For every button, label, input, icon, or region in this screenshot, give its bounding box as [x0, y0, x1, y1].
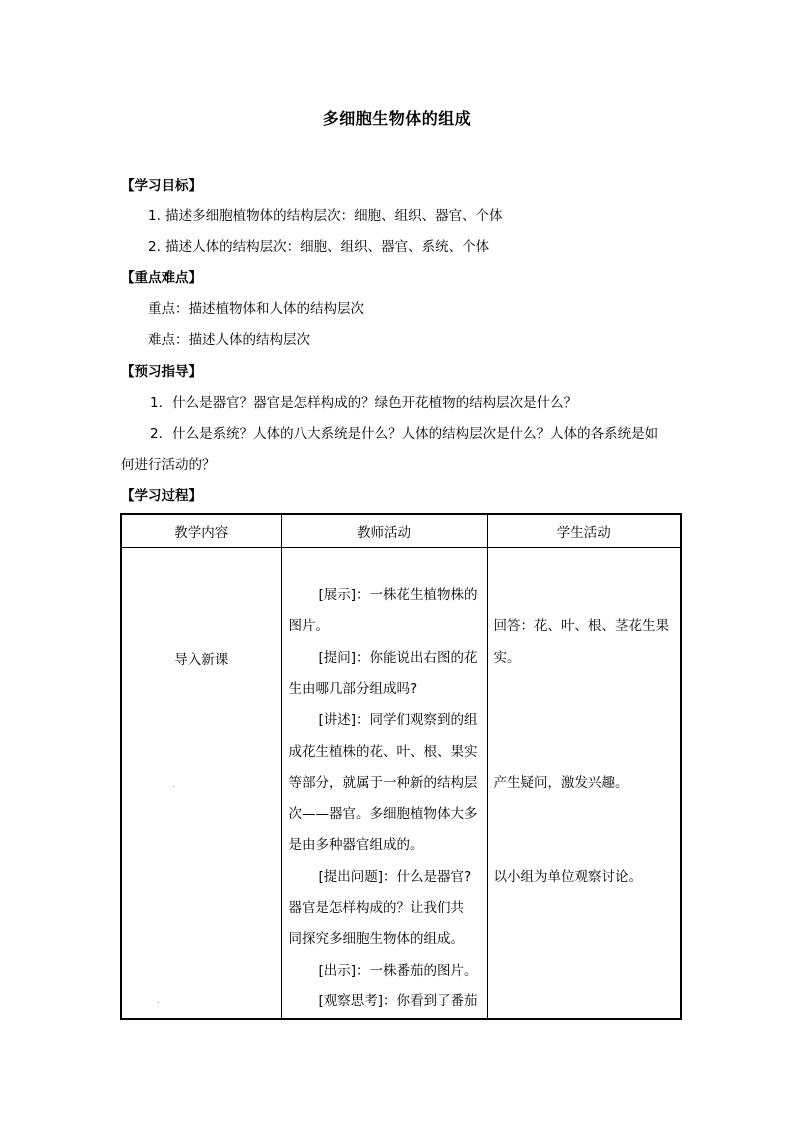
table-row [121, 548, 681, 1020]
preview-question-1: 1．什么是器官？器官是怎样构成的？绿色开花植物的结构层次是什么？ [150, 395, 578, 411]
column-header-teacher: 教师活动 [281, 514, 487, 548]
teacher-line: [提问]：你能说出右图的花 [318, 650, 478, 666]
teacher-line: 图片。 [288, 618, 329, 634]
teacher-line: [展示]：一株花生植物株的 [318, 587, 478, 603]
student-activity-cell [487, 548, 681, 1020]
page-title: 多细胞生物体的组成 [322, 109, 472, 128]
keypoint-item-1: 重点：描述植物体和人体的结构层次 [148, 301, 364, 317]
table-header-row [121, 514, 681, 548]
learning-process-table [120, 513, 682, 1020]
content-label: 导入新课 [174, 652, 229, 668]
column-header-student: 学生活动 [487, 514, 681, 548]
teacher-line: [出示]：一株番茄的图片。 [318, 963, 478, 979]
teacher-line: 生由哪几部分组成吗? [288, 681, 418, 697]
keypoints-heading: 【重点难点】 [121, 270, 202, 286]
teacher-line: [提出问题]：什么是器官? [318, 869, 472, 885]
teacher-line: 同探究多细胞生物体的组成。 [288, 931, 464, 947]
student-line: 实。 [493, 650, 521, 666]
stray-mark: . [172, 780, 175, 789]
preview-question-2-line2: 何进行活动的？ [121, 457, 216, 473]
teacher-activity-cell [281, 548, 487, 1020]
teacher-line: [讲述]：同学们观察到的组 [318, 712, 478, 728]
teacher-line: 器官是怎样构成的？让我们共 [288, 900, 464, 916]
objectives-heading: 【学习目标】 [121, 178, 202, 194]
teacher-line: [观察思考]：你看到了番茄 [318, 993, 478, 1009]
teacher-line: 等部分，就属于一种新的结构层 [288, 775, 478, 791]
student-line: 以小组为单位观察讨论。 [493, 869, 642, 885]
column-header-content: 教学内容 [121, 514, 281, 548]
teacher-line: 次——器官。多细胞植物体大多 [288, 806, 478, 822]
teacher-line: 成花生植株的花、叶、根、果实 [288, 744, 478, 760]
preview-question-2-line1: 2．什么是系统？人体的八大系统是什么？人体的结构层次是什么？人体的各系统是如 [150, 426, 659, 442]
stray-mark: . [157, 996, 160, 1005]
objective-item-1: 1. 描述多细胞植物体的结构层次：细胞、组织、器官、个体 [148, 208, 503, 224]
student-line: 回答：花、叶、根、茎花生果 [493, 618, 669, 634]
student-line: 产生疑问，激发兴趣。 [493, 775, 629, 791]
keypoint-item-2: 难点：描述人体的结构层次 [148, 332, 310, 348]
teacher-line: 是由多种器官组成的。 [288, 837, 424, 853]
content-cell [121, 548, 281, 1020]
preview-heading: 【预习指导】 [121, 364, 202, 380]
objective-item-2: 2. 描述人体的结构层次：细胞、组织、器官、系统、个体 [148, 239, 490, 255]
process-heading: 【学习过程】 [121, 488, 202, 504]
